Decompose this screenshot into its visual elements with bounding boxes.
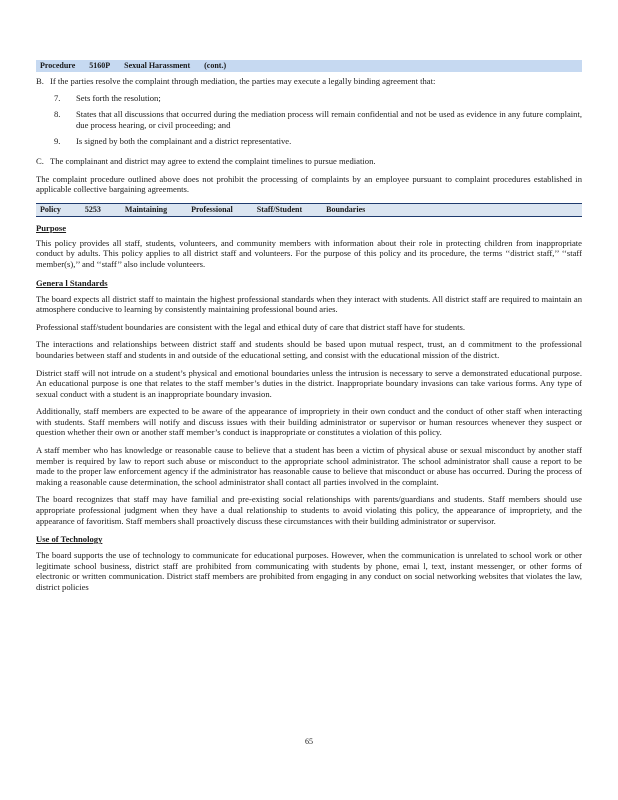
list-item xyxy=(36,93,582,104)
list-item-text: Sets forth the resolution; xyxy=(76,92,161,103)
policy-header-bar xyxy=(36,203,582,217)
procedure-number: 5160P xyxy=(89,61,111,70)
procedure-header-bar xyxy=(36,60,582,72)
body-paragraph: Additionally, staff members are expected to be aware of the appearance of impropriety in their own conduct and the conduct of other staff when interacting with students. Staff members will notify and discuss issues with their building administrator or supervisor or human resources whenever they suspect or question whether their own or another staff member’s conduct is inappropriate or constitutes a violation of this policy. xyxy=(36,406,582,438)
policy-label: Policy xyxy=(40,204,61,214)
list-item-number: 7. xyxy=(54,92,61,103)
procedure-cont: (cont.) xyxy=(204,61,227,70)
body-paragraph: The board recognizes that staff may have familial and pre-existing social relationships with parents/guardians and students. Staff members should use appropriate professional judgment when they have a dual relationship to students to avoid violating this policy, the appearance of impropriety, and the appearance of favoritism. Staff members shall proactively discuss these circumstances with their building administrator or supervisor. xyxy=(36,494,582,526)
list-item xyxy=(36,109,582,130)
list-item-number: 8. xyxy=(54,109,61,120)
list-item xyxy=(36,136,582,147)
body-paragraph: The interactions and relationships between district staff and students should be based upon mutual respect, trust, an d commitment to the professional boundaries between staff and students in and outside of the educational setting, and consist with the educational mission of the district. xyxy=(36,339,582,360)
purpose-paragraph: This policy provides all staff, students, volunteers, and community members with information about their role in protecting children from inappropriate conduct by adults. This policy applies to all district staff and volunteers. For the purpose of this policy and its procedure, the terms ‘‘district staff,’’ ‘‘staff member(s),’’ and ‘‘staff’’ also include volunteers. xyxy=(36,237,582,269)
list-item-text: Is signed by both the complainant and a district representative. xyxy=(76,136,292,147)
body-paragraph: A staff member who has knowledge or reasonable cause to believe that a student has been a victim of physical abuse or sexual misconduct by another staff member is required by law to report such abuse or misconduct to the appropriate school administrator. The school administrator shall cause a report to be made to the proper law enforcement agency if the administrator has reasonable cause to believe that misconduct or abuse has occurred. During the process of making a reasonable cause determination, the school administrator shall contact all parties involved in the complaint. xyxy=(36,445,582,487)
policy-title-word: Boundaries xyxy=(326,204,366,214)
section-b-text: If the parties resolve the complaint through mediation, the parties may execute a legally binding agreement that: xyxy=(50,76,436,86)
body-paragraph: Professional staff/student boundaries are consistent with the legal and ethical duty of care that district staff have for students. xyxy=(36,321,466,332)
list-item-number: 9. xyxy=(54,136,61,147)
section-c-text: The complainant and district may agree to extend the complaint timelines to pursue mediation. xyxy=(50,155,376,166)
list-item-text: States that all discussions that occurred during the mediation process will remain confidential and not be used as evidence in any future complaint, due process hearing, or civil proceeding; and xyxy=(76,109,582,130)
purpose-heading: Purpose xyxy=(36,222,67,233)
policy-title-word: Maintaining xyxy=(124,204,168,214)
body-paragraph: District staff will not intrude on a student’s physical and emotional boundaries unless the intrusion is necessary to serve a demonstrated educational purpose. An educational purpose is one that relates to the staff member’s duties in the district. Inappropriate boundary invasions can take various forms. Any type of sexual conduct with a student is an inappropriate boundary invasion. xyxy=(36,367,582,399)
policy-title-word: Professional xyxy=(191,204,233,214)
closing-paragraph: The complaint procedure outlined above does not prohibit the processing of complaints by an employee pursuant to complaint procedures established in applicable collective bargaining agreements. xyxy=(36,173,582,195)
page-number: 65 xyxy=(305,737,313,746)
section-b xyxy=(36,76,582,87)
policy-title-word: Staff/Student xyxy=(256,204,303,214)
general-standards-heading: Genera l Standards xyxy=(36,277,108,288)
section-c xyxy=(36,156,582,167)
procedure-label: Procedure xyxy=(40,61,76,70)
policy-number: 5253 xyxy=(84,204,101,214)
procedure-title: Sexual Harassment xyxy=(124,61,191,70)
body-paragraph: The board expects all district staff to maintain the highest professional standards when they interact with students. All district staff are required to maintain an atmosphere conducive to learning by consistently maintaining professional bound aries. xyxy=(36,293,582,315)
section-c-label: C. xyxy=(36,155,44,166)
body-paragraph: The board supports the use of technology to communicate for educational purposes. However, when the communication is unrelated to school work or other legitimate school business, district staff are prohibited from communicating with students by phone, emai l, text, instant messenger, or other forms of electronic or written communication. District staff members are prohibited from engaging in any conduct on social networking websites that violates the law, district policies xyxy=(36,550,582,592)
document-page xyxy=(36,60,582,593)
use-of-technology-heading: Use of Technology xyxy=(36,534,103,545)
section-b-label: B. xyxy=(36,76,44,86)
